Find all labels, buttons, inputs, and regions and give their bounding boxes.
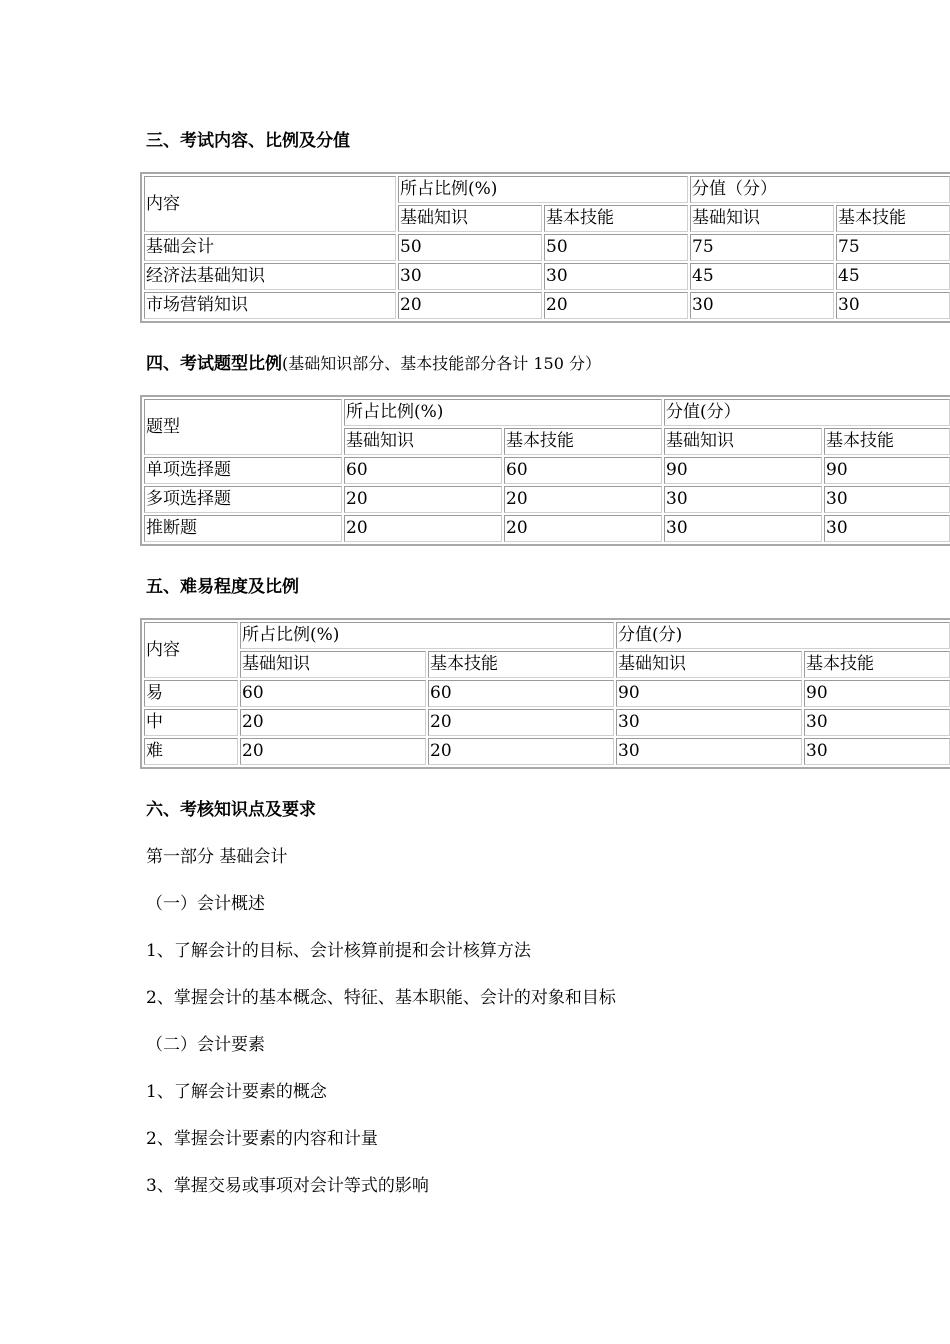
row-label: 基础会计	[144, 234, 396, 261]
row-label: 市场营销知识	[144, 292, 396, 319]
table-row	[144, 486, 950, 513]
cell: 60	[240, 680, 426, 707]
cell: 30	[690, 292, 834, 319]
cell: 20	[428, 709, 614, 736]
cell: 30	[824, 486, 950, 513]
table-corner: 内容	[144, 622, 238, 678]
cell: 90	[616, 680, 802, 707]
cell: 90	[804, 680, 950, 707]
row-label: 易	[144, 680, 238, 707]
cell: 20	[504, 515, 662, 542]
difficulty-table	[140, 618, 950, 769]
paragraph: 1、了解会计的目标、会计核算前提和会计核算方法	[146, 941, 531, 961]
cell: 50	[398, 234, 542, 261]
cell: 30	[804, 709, 950, 736]
row-label: 中	[144, 709, 238, 736]
subheader: 基础知识	[664, 428, 822, 455]
header-ratio: 所占比例(%)	[344, 399, 662, 426]
cell: 30	[804, 738, 950, 765]
cell: 20	[240, 709, 426, 736]
cell: 30	[664, 486, 822, 513]
header-score: 分值(分)	[616, 622, 950, 649]
header-score: 分值（分）	[690, 176, 950, 203]
content-ratio-table	[140, 172, 950, 323]
header-score: 分值(分）	[664, 399, 950, 426]
row-label: 难	[144, 738, 238, 765]
subheader: 基础知识	[398, 205, 542, 232]
subheader: 基本技能	[544, 205, 688, 232]
cell: 30	[616, 709, 802, 736]
table-row	[144, 263, 950, 290]
subheader: 基本技能	[504, 428, 662, 455]
section4-title: 四、考试题型比例	[146, 354, 282, 374]
row-label: 单项选择题	[144, 457, 342, 484]
subheader: 基础知识	[240, 651, 426, 678]
subheader: 基本技能	[836, 205, 950, 232]
row-label: 经济法基础知识	[144, 263, 396, 290]
cell: 20	[344, 515, 502, 542]
paragraph: 1、了解会计要素的概念	[146, 1082, 327, 1102]
cell: 30	[544, 263, 688, 290]
cell: 30	[824, 515, 950, 542]
cell: 75	[690, 234, 834, 261]
cell: 90	[824, 457, 950, 484]
table-row	[144, 709, 950, 736]
cell: 20	[344, 486, 502, 513]
section5-heading: 五、难易程度及比例	[146, 577, 299, 597]
cell: 60	[504, 457, 662, 484]
cell: 60	[428, 680, 614, 707]
cell: 30	[836, 292, 950, 319]
cell: 45	[690, 263, 834, 290]
table-row	[144, 292, 950, 319]
cell: 20	[428, 738, 614, 765]
paragraph: （一）会计概述	[146, 894, 265, 914]
cell: 30	[616, 738, 802, 765]
table-row	[144, 738, 950, 765]
subheader: 基础知识	[344, 428, 502, 455]
cell: 60	[344, 457, 502, 484]
row-label: 推断题	[144, 515, 342, 542]
table-row	[144, 680, 950, 707]
cell: 20	[398, 292, 542, 319]
cell: 30	[398, 263, 542, 290]
question-type-table	[140, 395, 950, 546]
cell: 45	[836, 263, 950, 290]
paragraph: （二）会计要素	[146, 1035, 265, 1055]
cell: 75	[836, 234, 950, 261]
paragraph: 第一部分 基础会计	[146, 847, 288, 867]
table-corner: 内容	[144, 176, 396, 232]
cell: 30	[664, 515, 822, 542]
table-row	[144, 234, 950, 261]
paragraph: 2、掌握会计要素的内容和计量	[146, 1129, 378, 1149]
cell: 20	[240, 738, 426, 765]
table-row	[144, 457, 950, 484]
cell: 90	[664, 457, 822, 484]
section4-note: (基础知识部分、基本技能部分各计 150 分）	[282, 354, 601, 373]
paragraph: 3、掌握交易或事项对会计等式的影响	[146, 1176, 429, 1196]
subheader: 基础知识	[616, 651, 802, 678]
subheader: 基本技能	[824, 428, 950, 455]
section4-heading	[146, 349, 601, 374]
header-ratio: 所占比例(%)	[398, 176, 688, 203]
table-row	[144, 515, 950, 542]
cell: 50	[544, 234, 688, 261]
header-ratio: 所占比例(%)	[240, 622, 614, 649]
row-label: 多项选择题	[144, 486, 342, 513]
section6-heading: 六、考核知识点及要求	[146, 800, 316, 820]
section3-heading: 三、考试内容、比例及分值	[146, 131, 350, 151]
subheader: 基本技能	[428, 651, 614, 678]
cell: 20	[504, 486, 662, 513]
table-corner: 题型	[144, 399, 342, 455]
subheader: 基础知识	[690, 205, 834, 232]
cell: 20	[544, 292, 688, 319]
paragraph: 2、掌握会计的基本概念、特征、基本职能、会计的对象和目标	[146, 988, 616, 1008]
subheader: 基本技能	[804, 651, 950, 678]
